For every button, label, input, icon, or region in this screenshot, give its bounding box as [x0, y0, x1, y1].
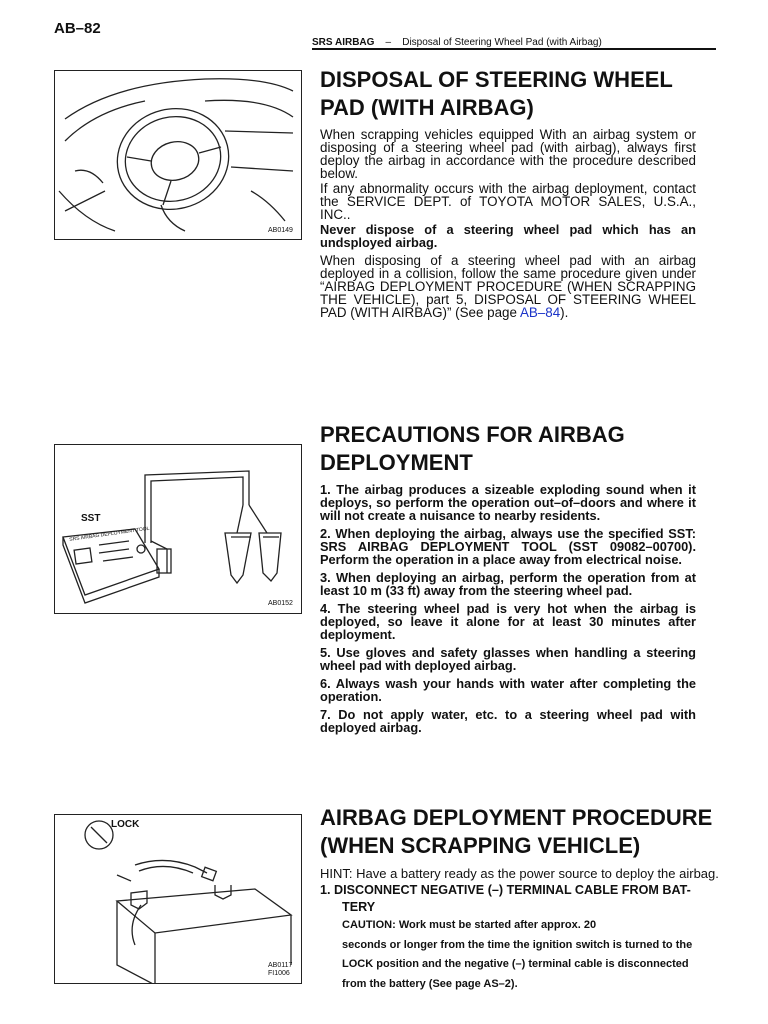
page-number: AB–82	[54, 20, 101, 37]
caution-text	[320, 916, 720, 994]
step-line: TERY	[342, 900, 376, 914]
page-reference-link[interactable]: AB–84	[519, 305, 561, 320]
title-line: (WHEN SCRAPPING VEHICLE)	[320, 833, 641, 858]
paragraph	[320, 254, 696, 319]
caution-line: from the battery (See page AS–2).	[342, 977, 518, 990]
lock-label: LOCK	[111, 819, 140, 830]
header-section: SRS AIRBAG	[312, 37, 375, 48]
step-heading	[320, 882, 720, 916]
list-item: 4. The steering wheel pad is very hot when the airbag is deployed, so leave it alone for at least 30 minutes after deployment.	[320, 601, 696, 642]
steering-wheel-figure	[54, 70, 302, 240]
hint-text: HINT: Have a battery ready as the power source to deploy the airbag.	[320, 866, 719, 881]
disposal-section	[320, 66, 696, 321]
precautions-section	[320, 421, 696, 739]
list-item: 6. Always wash your hands with water after completing the operation.	[320, 676, 696, 704]
list-item: 2. When deploying the airbag, always use the specified SST: SRS AIRBAG DEPLOYMENT TOOL (SST 09082–00700). Perform the operation in a place away from electrical noise.	[320, 526, 696, 567]
section-title	[320, 804, 720, 860]
deployment-procedure-section	[320, 804, 720, 994]
running-header	[312, 37, 602, 48]
figure-code: AB0152	[268, 600, 293, 607]
title-line: PRECAUTIONS FOR AIRBAG	[320, 422, 625, 447]
figure-code: FI1006	[268, 970, 290, 977]
caution-line: LOCK position and the negative (–) terminal cable is disconnected	[342, 958, 689, 970]
list-item: 5. Use gloves and safety glasses when handling a steering wheel pad with deployed airbag.	[320, 645, 696, 673]
steering-wheel-illustration-icon	[55, 71, 301, 239]
title-line: PAD (WITH AIRBAG)	[320, 95, 534, 120]
step-line: 1. DISCONNECT NEGATIVE (–) TERMINAL CABLE FROM BAT-	[320, 883, 691, 897]
figure-code: AB0117	[268, 962, 293, 969]
section-title	[320, 66, 696, 122]
title-line: DEPLOYMENT	[320, 450, 473, 475]
sst-label: SST	[81, 513, 101, 524]
caution-line: seconds or longer from the time the ignition switch is turned to the	[342, 938, 693, 951]
battery-illustration-icon	[55, 815, 301, 983]
tool-label: SRS AIRBAG DEPLOYMENT TOOL	[69, 525, 150, 543]
header-topic: Disposal of Steering Wheel Pad (with Airbag)	[402, 37, 602, 48]
paragraph-text: When disposing of a steering wheel pad with an airbag deployed in a collision, follow the same procedure given under “AIRBAG DEPLOYMENT PROCEDURE (WHEN SCRAPPING THE VEHICLE), part 5, DISPOSAL OF STEERING WHEEL PAD (WITH AIRBAG)” (See page	[320, 253, 696, 320]
paragraph-end: ).	[560, 305, 569, 320]
battery-figure	[54, 814, 302, 984]
paragraph: If any abnormality occurs with the airbag deployment, contact the SERVICE DEPT. of TOYOTA MOTOR SALES, U.S.A., INC..	[320, 181, 696, 222]
deployment-tool-illustration-icon	[55, 445, 301, 613]
caution-line: CAUTION: Work must be started after approx. 20	[342, 919, 597, 931]
deployment-tool-figure	[54, 444, 302, 614]
header-dash: –	[385, 37, 392, 48]
figure-code: AB0149	[268, 227, 293, 234]
list-item: 7. Do not apply water, etc. to a steering wheel pad with deployed airbag.	[320, 707, 696, 735]
list-item: 1. The airbag produces a sizeable exploding sound when it deploys, so perform the operation out–of–doors and where it will not create a nuisance to nearby residents.	[320, 482, 696, 523]
section-title	[320, 421, 696, 477]
warning-text: Never dispose of a steering wheel pad which has an undsployed airbag.	[320, 222, 696, 250]
title-line: AIRBAG DEPLOYMENT PROCEDURE	[320, 805, 713, 830]
title-line: DISPOSAL OF STEERING WHEEL	[320, 67, 673, 92]
list-item: 3. When deploying an airbag, perform the operation from at least 10 m (33 ft) away from the steering wheel pad.	[320, 570, 696, 598]
header-rule	[312, 48, 716, 50]
paragraph: When scrapping vehicles equipped With an airbag system or disposing of a steering wheel pad (with airbag), always first deploy the airbag in accordance with the procedure described below.	[320, 127, 696, 181]
